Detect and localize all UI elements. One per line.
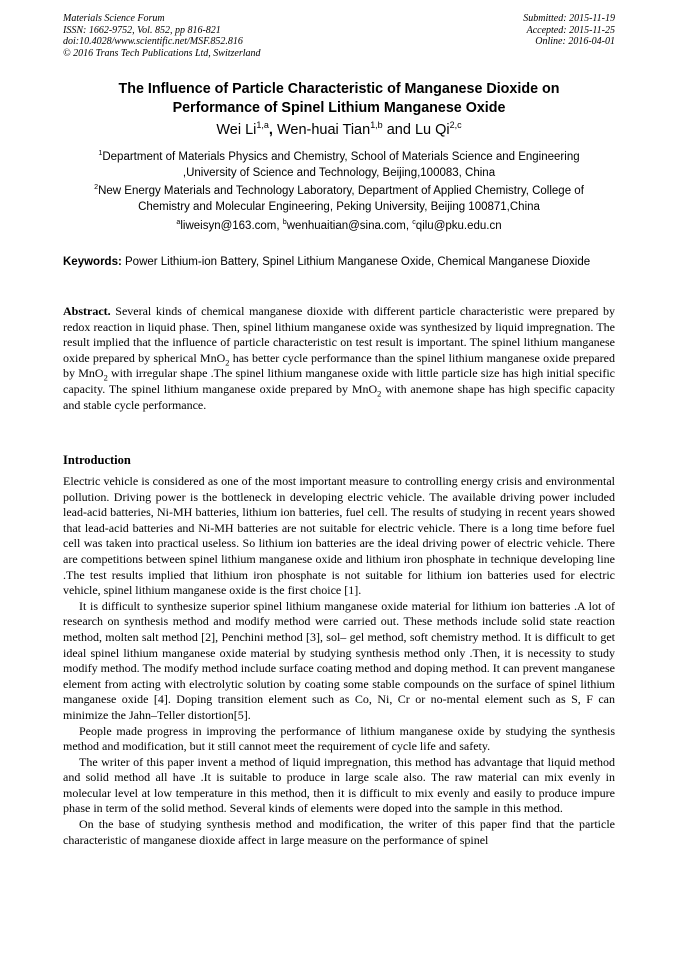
- affiliation-2-mark: 2: [94, 183, 99, 192]
- author-1-name: Wei Li: [216, 122, 257, 138]
- abstract-label: Abstract.: [63, 304, 111, 318]
- introduction-body: [63, 474, 615, 848]
- affiliation-1: [62, 149, 616, 181]
- author-3-name: Lu Qi: [414, 122, 450, 138]
- journal-name: Materials Science Forum: [63, 13, 165, 24]
- submitted-date: Submitted: 2015-11-19: [523, 13, 615, 24]
- email-b-mark: b: [282, 218, 287, 227]
- journal-header-left: [63, 13, 261, 59]
- affiliation-2-line-2: Chemistry and Molecular Engineering, Peking University, Beijing 100871,China: [138, 201, 540, 213]
- email-a: liweisyn@163.com,: [180, 220, 280, 232]
- abstract: [63, 304, 615, 413]
- affiliation-2-line-1: New Energy Materials and Technology Laboratory, Department of Applied Chemistry, College of: [98, 185, 584, 197]
- author-list: Wei Li$^{1,a}$, Wen-huai Tian$^{1,b}$ and Lu Qi$^{2,c}$: [216, 120, 462, 138]
- author-conjunction: and: [386, 122, 411, 138]
- paper-title: [60, 80, 618, 118]
- subscript-2: 2: [225, 358, 230, 368]
- email-c: qilu@pku.edu.cn: [415, 220, 502, 232]
- author-2-name: Wen-huai Tian: [276, 122, 371, 138]
- keywords-label: Keywords:: [63, 256, 122, 268]
- author-1-affil: 1,a: [256, 120, 269, 131]
- author-3-affil: 2,c: [449, 120, 462, 131]
- abstract-text-1: Several kinds of chemical manganese dioxide with different particle characteristic were prepared by redox reaction in liquid phase. Then, spinel lithium manganese oxide was synthesized by liquid impregnation. The result implied that the influence of particle characteristic on test result is important. The spinel lithium manganese oxide prepared by spherical MnO: [63, 304, 616, 365]
- doi-line: doi:10.4028/www.scientific.net/MSF.852.816: [63, 36, 243, 48]
- intro-paragraph-2: It is difficult to synthesize superior spinel lithium manganese oxide material for lithium ion batteries .A lot of research on synthesis method and modify method were carried out. These methods include solid state reaction method, molten salt method [2], Penchini method [3], sol– gel method, soft chemistry method. It is difficult to get ideal spinel lithium manganese oxide material by studying synthesis method only .Then, it is necessity to study modify method. The modify method include surface coating method and doping method. It can prevent manganese element from acting with electrolytic solution by coating some stable compounds on the surface of spinel lithium manganese oxide [4]. Doping transition element such as Co, Ni, Cr or no-mental element such as S, F can minimize the Jahn–Teller distortion[5].: [63, 598, 615, 722]
- intro-paragraph-1: Electric vehicle is considered as one of the most important measure to controlling energy crisis and environmental pollution. Driving power is the bottleneck in developing electric vehicle. The available driving power included lead-acid batteries, Ni-MH batteries, lithium ion batteries, fuel cell. The results of studying in recent years showed that lead-acid batteries and Ni-MH batteries are not suitable for electric vehicle. There is a long time before fuel cell was taken into practical useless. So lithium ion batteries are the ideal driving power of electric vehicle. There are competitions between spinel lithium manganese oxide and lithium iron phosphate in technique developing line .The test results implied that lithium iron phosphate is not suitable for lithium ion batteries used for electric vehicle, spinel lithium manganese oxide is the first choice [1].: [63, 474, 615, 598]
- email-b: wenhuaitian@sina.com,: [286, 220, 410, 232]
- intro-paragraph-3: People made progress in improving the performance of lithium manganese oxide by studying the synthesis method and modification, but it still cannot meet the requirement of cycle life and safety.: [63, 723, 615, 754]
- keywords-text: Power Lithium-ion Battery, Spinel Lithium Manganese Oxide, Chemical Manganese Dioxide: [125, 256, 591, 268]
- introduction-heading: Introduction: [63, 453, 131, 467]
- affiliation-1-mark: 1: [98, 149, 103, 158]
- subscript-2: 2: [103, 373, 108, 383]
- title-line-1: The Influence of Particle Characteristic of Manganese Dioxide on: [118, 81, 560, 97]
- affiliation-1-line-1: Department of Materials Physics and Chemistry, School of Materials Science and Engineering: [102, 151, 580, 163]
- intro-paragraph-5: On the base of studying synthesis method and modification, the writer of this paper find that the particle characteristic of manganese dioxide affect in large measure on the performance of spinel: [63, 817, 615, 847]
- affiliation-1-line-2: ,University of Science and Technology, Beijing,100083, China: [182, 167, 496, 179]
- keywords: [63, 254, 615, 270]
- intro-paragraph-4: The writer of this paper invent a method of liquid impregnation, this method has advantage that liquid method and solid method all have .It is suitable to produce in large scale also. The raw material can mix evenly in molecular level at low temperature in this method, then it is difficult to mix evenly and easily to produce impure phase in term of the solid method. Several kinds of elements were doped into the sample in this method.: [63, 754, 615, 816]
- subscript-2: 2: [377, 389, 382, 399]
- author-2-affil: 1,b: [370, 120, 383, 131]
- email-a-mark: a: [176, 218, 181, 227]
- title-line-2: Performance of Spinel Lithium Manganese Oxide: [172, 100, 506, 116]
- online-date: Online: 2016-04-01: [535, 36, 615, 48]
- abstract-text-3: with irregular shape .The spinel lithium manganese oxide with little particle size has high initial specific capacity. The spinel lithium manganese oxide prepared by MnO: [63, 366, 615, 396]
- affiliation-2: [62, 183, 616, 215]
- issn-line: ISSN: 1662-9752, Vol. 852, pp 816-821: [63, 24, 221, 36]
- abstract-text-2: has better cycle performance than the spinel lithium manganese oxide prepared by MnO: [63, 350, 615, 381]
- accepted-date: Accepted: 2015-11-25: [526, 24, 615, 36]
- email-c-mark: c: [412, 218, 416, 227]
- copyright-line: © 2016 Trans Tech Publications Ltd, Switzerland: [63, 47, 261, 59]
- journal-header-right: [523, 13, 615, 48]
- author-emails: [60, 218, 618, 234]
- abstract-text-4: with anemone shape has high specific capacity and stable cycle performance.: [63, 381, 616, 412]
